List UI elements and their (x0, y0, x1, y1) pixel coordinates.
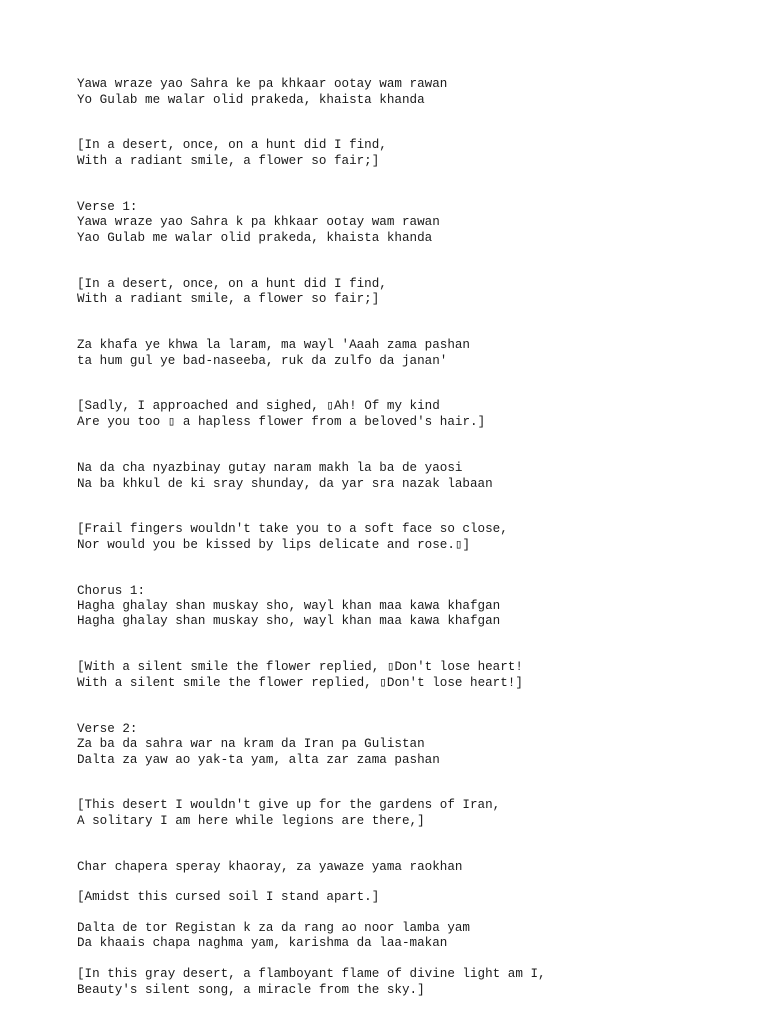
text-line: [This desert I wouldn't give up for the gardens of Iran, (77, 798, 501, 812)
text-line: Dalta de tor Registan k za da rang ao noor lamba yam (77, 921, 470, 935)
text-line: ta hum gul ye bad-naseeba, ruk da zulfo da janan' (77, 354, 448, 368)
text-line: Are you too ▯ a hapless flower from a beloved's hair.] (77, 415, 486, 429)
text-line: A solitary I am here while legions are there,] (77, 814, 425, 828)
text-line: [In this gray desert, a flamboyant flame of divine light am I, (77, 967, 546, 981)
text-line: Beauty's silent song, a miracle from the sky.] (77, 983, 425, 997)
text-line: Hagha ghalay shan muskay sho, wayl khan maa kawa khafgan (77, 614, 501, 628)
section-label-verse-1: Verse 1: (77, 200, 138, 214)
text-line: [In a desert, once, on a hunt did I find, (77, 277, 387, 291)
text-line: Yo Gulab me walar olid prakeda, khaista khanda (77, 93, 425, 107)
text-line: Yawa wraze yao Sahra k pa khkaar ootay wam rawan (77, 215, 440, 229)
text-line: With a radiant smile, a flower so fair;] (77, 154, 380, 168)
text-line: Yao Gulab me walar olid prakeda, khaista khanda (77, 231, 433, 245)
text-line: Nor would you be kissed by lips delicate and rose.▯] (77, 538, 471, 552)
text-line: With a silent smile the flower replied, ▯Don't lose heart!] (77, 676, 523, 690)
text-line: [In a desert, once, on a hunt did I find, (77, 138, 387, 152)
text-line: [Sadly, I approached and sighed, ▯Ah! Of my kind (77, 399, 440, 413)
text-line: Char chapera speray khaoray, za yawaze yama raokhan (77, 860, 463, 874)
text-line: Da khaais chapa naghma yam, karishma da laa-makan (77, 936, 448, 950)
text-line: Na ba khkul de ki sray shunday, da yar sra nazak labaan (77, 477, 493, 491)
text-line: Yawa wraze yao Sahra ke pa khkaar ootay wam rawan (77, 77, 448, 91)
text-line: Za ba da sahra war na kram da Iran pa Gulistan (77, 737, 425, 751)
section-label-verse-2: Verse 2: (77, 722, 138, 736)
text-line: [Frail fingers wouldn't take you to a soft face so close, (77, 522, 508, 536)
section-label-chorus-1: Chorus 1: (77, 584, 146, 598)
text-line: Na da cha nyazbinay gutay naram makh la ba de yaosi (77, 461, 463, 475)
text-line: [With a silent smile the flower replied, ▯Don't lose heart! (77, 660, 523, 674)
text-line: Za khafa ye khwa la laram, ma wayl 'Aaah zama pashan (77, 338, 470, 352)
text-line: With a radiant smile, a flower so fair;] (77, 292, 380, 306)
text-line: Dalta za yaw ao yak-ta yam, alta zar zama pashan (77, 753, 440, 767)
text-line: [Amidst this cursed soil I stand apart.] (77, 890, 380, 904)
text-line: Hagha ghalay shan muskay sho, wayl khan maa kawa khafgan (77, 599, 501, 613)
